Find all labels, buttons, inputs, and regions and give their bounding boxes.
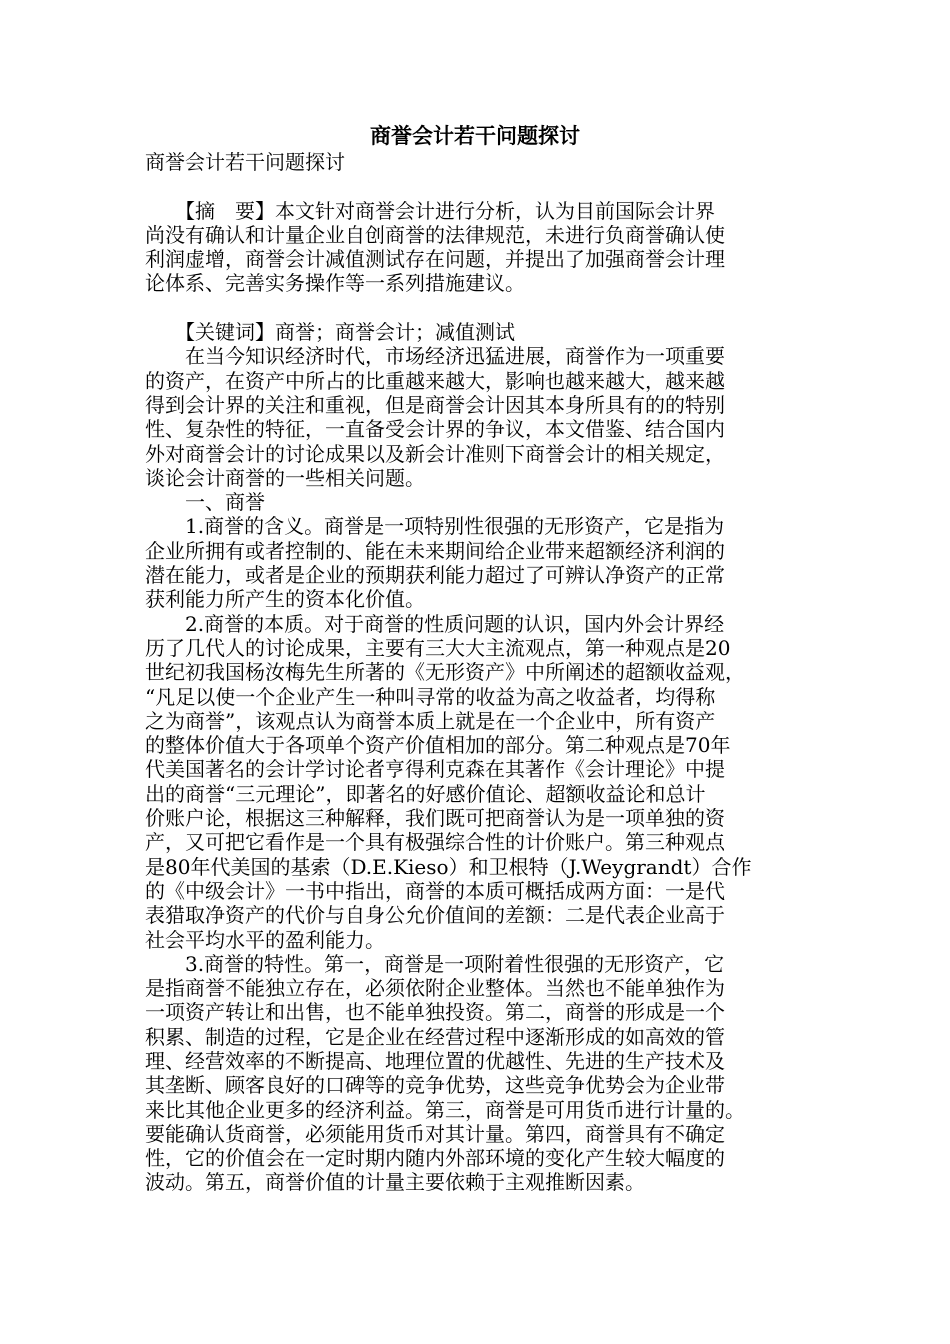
body-line: 的整体价值大于各项单个资产价值相加的部分。第二种观点是70年 <box>145 733 731 758</box>
body-line: 代美国著名的会计学讨论者亨得利克森在其著作《会计理论》中提 <box>145 757 725 782</box>
body-line: 要能确认货商誉，必须能用货币对其计量。第四，商誉具有不确定 <box>145 1121 725 1146</box>
body-line: 利润虚增，商誉会计减值测试存在问题，并提出了加强商誉会计理 <box>145 247 725 272</box>
body-line: 历了几代人的讨论成果，主要有三大大主流观点，第一种观点是20 <box>145 635 731 660</box>
body-line: 企业所拥有或者控制的、能在未来期间给企业带来超额经济利润的 <box>145 538 725 563</box>
body-line: 性、复杂性的特征，一直备受会计界的争议，本文借鉴、结合国内 <box>145 417 725 442</box>
body-line: 论体系、完善实务操作等一系列措施建议。 <box>145 271 525 296</box>
body-line: 一项资产转让和出售，也不能单独投资。第二，商誉的形成是一个 <box>145 1000 725 1025</box>
body-line: 其垄断、顾客良好的口碑等的竞争优势，这些竞争优势会为企业带 <box>145 1073 725 1098</box>
body-line: 【摘 要】本文针对商誉会计进行分析，认为目前国际会计界 <box>145 198 715 223</box>
body-line: 在当今知识经济时代，市场经济迅猛进展，商誉作为一项重要 <box>145 344 725 369</box>
body-line: 是80年代美国的基索（D.E.Kieso）和卫根特（J.Weygrandt）合作 <box>145 854 752 879</box>
body-line: 尚没有确认和计量企业自创商誉的法律规范，未进行负商誉确认使 <box>145 222 725 247</box>
body-line: 是指商誉不能独立存在，必须依附企业整体。当然也不能单独作为 <box>145 976 725 1001</box>
blank-line <box>145 296 805 320</box>
body-line: 波动。第五，商誉价值的计量主要依赖于主观推断因素。 <box>145 1170 645 1195</box>
body-line: 谈论会计商誉的一些相关问题。 <box>145 465 425 490</box>
body-line: 积累、制造的过程，它是企业在经营过程中逐渐形成的如高效的管 <box>145 1024 725 1049</box>
body-line: 性，它的价值会在一定时期内随内外部环境的变化产生较大幅度的 <box>145 1146 725 1171</box>
body-line: 外对商誉会计的讨论成果以及新会计准则下商誉会计的相关规定， <box>145 441 725 466</box>
body-line: 获利能力所产生的资本化价值。 <box>145 587 425 612</box>
body-line: 潜在能力，或者是企业的预期获利能力超过了可辨认净资产的正常 <box>145 563 725 588</box>
body-line: 出的商誉“三元理论”，即著名的好感价值论、超额收益论和总计 <box>145 781 706 806</box>
body-line: 的《中级会计》一书中指出，商誉的本质可概括成两方面：一是代 <box>145 878 725 903</box>
body-line: 的资产，在资产中所占的比重越来越大，影响也越来越大，越来越 <box>145 368 725 393</box>
body-line: 一、商誉 <box>145 490 265 515</box>
body-line: 2.商誉的本质。对于商誉的性质问题的认识，国内外会计界经 <box>145 611 725 636</box>
body-line: 社会平均水平的盈利能力。 <box>145 927 385 952</box>
body-line: 1.商誉的含义。商誉是一项特别性很强的无形资产，它是指为 <box>145 514 725 539</box>
body-line: 商誉会计若干问题探讨 <box>145 150 345 174</box>
body-line: 之为商誉”，该观点认为商誉本质上就是在一个企业中，所有资产 <box>145 708 716 733</box>
body-line: 3.商誉的特性。第一，商誉是一项附着性很强的无形资产，它 <box>145 951 725 976</box>
body-line: 得到会计界的关注和重视，但是商誉会计因其本身所具有的的特别 <box>145 392 725 417</box>
blank-line <box>145 174 805 198</box>
body-line: 【关键词】商誉；商誉会计；减值测试 <box>145 320 515 345</box>
body-line: 表猎取净资产的代价与自身公允价值间的差额：二是代表企业高于 <box>145 903 725 928</box>
body-line: 价账户论，根据这三种解释，我们既可把商誉认为是一项单独的资 <box>145 806 725 831</box>
body-line: “凡足以使一个企业产生一种叫寻常的收益为高之收益者，均得称 <box>145 684 716 709</box>
document-title: 商誉会计若干问题探讨 <box>370 124 580 148</box>
body-line: 产，又可把它看作是一个具有极强综合性的计价账户。第三种观点 <box>145 830 725 855</box>
body-line: 来比其他企业更多的经济利益。第三，商誉是可用货币进行计量的。 <box>145 1097 745 1122</box>
body-line: 理、经营效率的不断提高、地理位置的优越性、先进的生产技术及 <box>145 1048 725 1073</box>
body-line: 世纪初我国杨汝梅先生所著的《无形资产》中所阐述的超额收益观， <box>145 660 745 685</box>
document-body <box>145 150 805 1195</box>
